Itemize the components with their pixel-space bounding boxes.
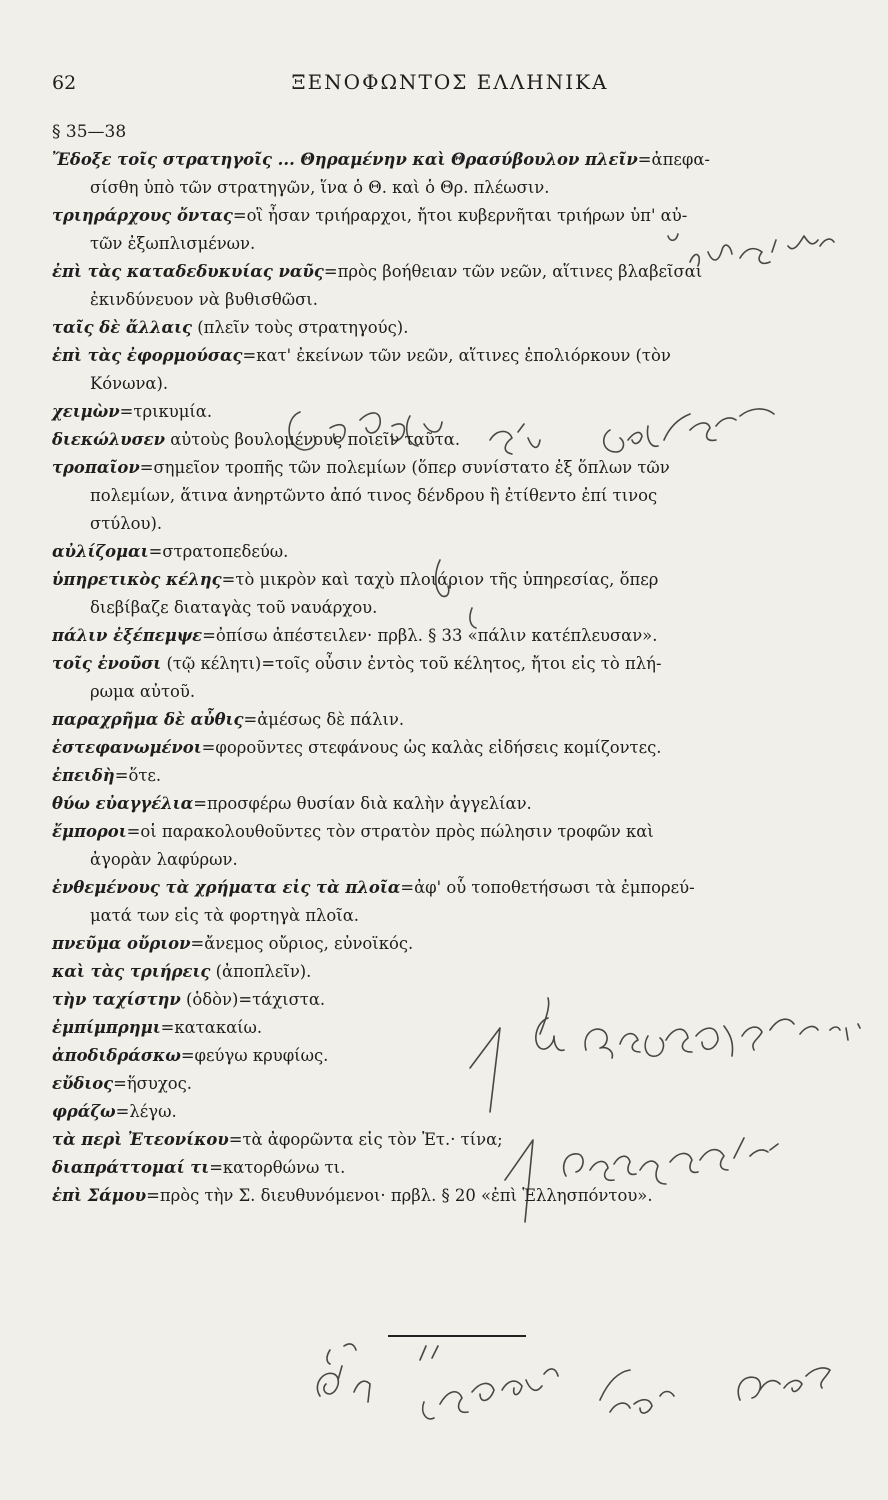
entry-definition: =φεύγω κρυφίως. (180, 1046, 329, 1065)
entry-definition: =οἳ ἦσαν τριήραρχοι, ἤτοι κυβερνῆται τριήρων ὑπ' αὐ- (232, 206, 688, 225)
entry-term: καὶ τὰς τριήρεις (52, 962, 211, 981)
entry-continuation: Κόνωνα). (90, 374, 169, 393)
entry-continuation: σίσθη ὑπὸ τῶν στρατηγῶν, ἵνα ὁ Θ. καὶ ὁ Θρ. πλέωσιν. (90, 178, 550, 197)
entry-term: αὐλίζομαι (52, 542, 149, 561)
entry-definition: =λέγω. (115, 1102, 177, 1121)
entry-definition: =τὸ μικρὸν καὶ ταχὺ πλοιάριον τῆς ὑπηρεσίας, ὅπερ (221, 570, 659, 589)
entry-definition: =ἄνεμος οὔριος, εὐνοϊκός. (190, 934, 414, 953)
entry-continuation: διεβίβαζε διαταγὰς τοῦ ναυάρχου. (90, 598, 378, 617)
entry-definition: (ἀποπλεῖν). (210, 962, 312, 981)
entry-term: χειμὼν (52, 402, 120, 421)
entry-definition: =ἀμέσως δὲ πάλιν. (243, 710, 405, 729)
entry-definition: =προσφέρω θυσίαν διὰ καλὴν ἀγγελίαν. (193, 794, 532, 813)
entry-term: διεκώλυσεν (52, 430, 166, 449)
entry-definition: αὐτοὺς βουλομένους ποιεῖν ταῦτα. (165, 430, 461, 449)
page-number: 62 (52, 72, 77, 94)
entry-definition: =φοροῦντες στεφάνους ὡς καλὰς εἰδήσεις κομίζοντες. (201, 738, 662, 757)
entry-term: φράζω (52, 1102, 116, 1121)
entry-definition: (πλεῖν τοὺς στρατηγούς). (192, 318, 409, 337)
entry-definition: =οἱ παρακολουθοῦντες τὸν στρατὸν πρὸς πώλησιν τροφῶν καὶ (126, 822, 654, 841)
entry-definition: =ὅτε. (114, 766, 162, 785)
entry-continuation: τῶν ἐξωπλισμένων. (90, 234, 256, 253)
entry-term: ταῖς δὲ ἄλλαις (52, 318, 192, 337)
entry-term: τριηράρχους ὄντας (52, 206, 233, 225)
entry-continuation: στύλου). (90, 514, 163, 533)
entry-term: πνεῦμα οὔριον (52, 934, 191, 953)
footer-rule (388, 1335, 526, 1337)
entry-term: ἐνθεμένους τὰ χρήματα εἰς τὰ πλοῖα (52, 878, 401, 897)
entry-definition: =ὀπίσω ἀπέστειλεν· πρβλ. § 33 «πάλιν κατέπλευσαν». (202, 626, 658, 645)
entry-term: ἐπὶ Σάμου (52, 1186, 147, 1205)
entry-term: τροπαῖον (52, 458, 140, 477)
entry-term: τὴν ταχίστην (52, 990, 181, 1009)
entry-term: ἐπὶ τὰς ἐφορμούσας (52, 346, 243, 365)
running-title: ΞΕΝΟΦΩΝΤΟΣ ΕΛΛΗΝΙΚΑ (291, 70, 609, 94)
entry-definition: =τρικυμία. (119, 402, 213, 421)
entry-definition: =ἀπεφα- (637, 150, 710, 169)
entry-term: ἀποδιδράσκω (52, 1046, 181, 1065)
entry-term: ἐστεφανωμένοι (52, 738, 202, 757)
entry-definition: (ὁδὸν)=τάχιστα. (180, 990, 326, 1009)
entry-term: ἔμποροι (52, 822, 127, 841)
entry-term: ἐπὶ τὰς καταδεδυκυίας ναῦς (52, 262, 324, 281)
entry-continuation: ρωμα αὐτοῦ. (90, 682, 196, 701)
entry-definition: =κατ' ἐκείνων τῶν νεῶν, αἵτινες ἐπολιόρκουν (τὸν (242, 346, 671, 365)
entry-definition: (τῷ κέλητι)=τοῖς οὖσιν ἐντὸς τοῦ κέλητος, ἤτοι εἰς τὸ πλή- (161, 654, 662, 673)
entry-term: ἐπειδὴ (52, 766, 115, 785)
entry-continuation: ματά των εἰς τὰ φορτηγὰ πλοῖα. (90, 906, 360, 925)
entry-term: θύω εὐαγγέλια (52, 794, 194, 813)
entry-definition: =τὰ ἀφορῶντα εἰς τὸν Ἐτ.· τίνα; (228, 1130, 503, 1149)
entry-continuation: ἐκινδύνευον νὰ βυθισθῶσι. (90, 290, 318, 309)
entry-term: Ἔδοξε τοῖς στρατηγοῖς ... Θηραμένην καὶ Θρασύβουλον πλεῖν (52, 150, 638, 169)
entry-definition: =στρατοπεδεύω. (148, 542, 289, 561)
entry-term: πάλιν ἐξέπεμψε (52, 626, 203, 645)
entry-continuation: πολεμίων, ἅτινα ἀνηρτῶντο ἀπό τινος δένδρου ἢ ἐτίθεντο ἐπί τινος (90, 486, 658, 505)
entry-definition: =σημεῖον τροπῆς τῶν πολεμίων (ὅπερ συνίστατο ἐξ ὅπλων τῶν (139, 458, 670, 477)
entry-definition: =πρὸς βοήθειαν τῶν νεῶν, αἵτινες βλαβεῖσαι (323, 262, 703, 281)
entry-term: διαπράττομαί τι (52, 1158, 210, 1177)
entry-term: ἐμπίμπρημι (52, 1018, 161, 1037)
entry-definition: =ἥσυχος. (113, 1074, 193, 1093)
entry-term: ὑπηρετικὸς κέλης (52, 570, 222, 589)
entry-term: εὔδιος (52, 1074, 114, 1093)
entry-continuation: ἀγορὰν λαφύρων. (90, 850, 238, 869)
entry-definition: =κατακαίω. (160, 1018, 263, 1037)
entry-definition: =πρὸς τὴν Σ. διευθυνόμενοι· πρβλ. § 20 «ἐπὶ Ἑλλησπόντου». (146, 1186, 653, 1205)
entry-definition: =ἀφ' οὗ τοποθετήσωσι τὰ ἐμπορεύ- (400, 878, 695, 897)
entry-term: παραχρῆμα δὲ αὖθις (52, 710, 244, 729)
entry-definition: =κατορθώνω τι. (209, 1158, 346, 1177)
section-reference: § 35—38 (52, 122, 127, 142)
entry-term: τοῖς ἐνοῦσι (52, 654, 162, 673)
entry-term: τὰ περὶ Ἐτεονίκου (52, 1130, 229, 1149)
